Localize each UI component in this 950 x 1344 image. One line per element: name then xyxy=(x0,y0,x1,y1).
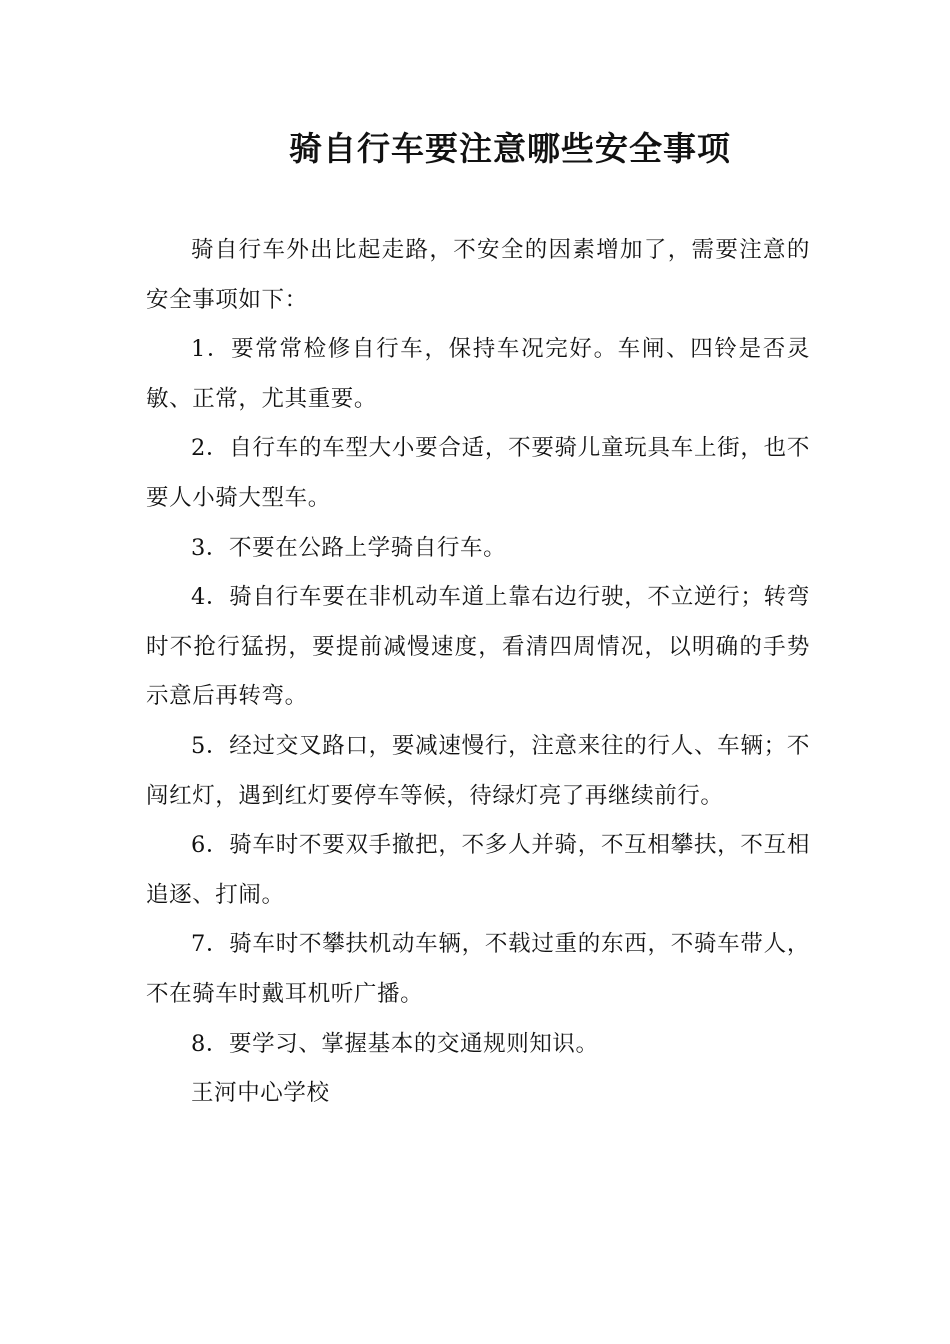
safety-item-8: 8．要学习、掌握基本的交通规则知识。 xyxy=(191,1030,599,1057)
document-title: 骑自行车要注意哪些安全事项 xyxy=(289,129,731,168)
safety-item-6: 6．骑车时不要双手撤把，不多人并骑，不互相攀扶，不互相追逐、打闹。 xyxy=(146,832,810,908)
safety-item-5: 5．经过交叉路口，要减速慢行，注意来往的行人、车辆；不闯红灯，遇到红灯要停车等候，待绿灯亮了再继续前行。 xyxy=(146,732,810,809)
safety-item-1: 1．要常常检修自行车，保持车况完好。车闸、四铃是否灵敏、正常，尤其重要。 xyxy=(146,336,810,412)
safety-item-7: 7．骑车时不攀扶机动车辆，不载过重的东西，不骑车带人，不在骑车时戴耳机听广播。 xyxy=(146,931,810,1007)
signature: 王河中心学校 xyxy=(191,1080,330,1107)
safety-item-3: 3．不要在公路上学骑自行车。 xyxy=(191,534,507,561)
safety-item-2: 2．自行车的车型大小要合适，不要骑儿童玩具车上街，也不要人小骑大型车。 xyxy=(146,435,810,511)
safety-item-4: 4．骑自行车要在非机动车道上靠右边行驶，不立逆行；转弯时不抢行猛拐，要提前减慢速度，看清四周情况，以明确的手势示意后再转弯。 xyxy=(146,584,810,710)
document-body xyxy=(146,226,810,1119)
intro-paragraph: 骑自行车外出比起走路，不安全的因素增加了，需要注意的安全事项如下： xyxy=(146,237,810,313)
